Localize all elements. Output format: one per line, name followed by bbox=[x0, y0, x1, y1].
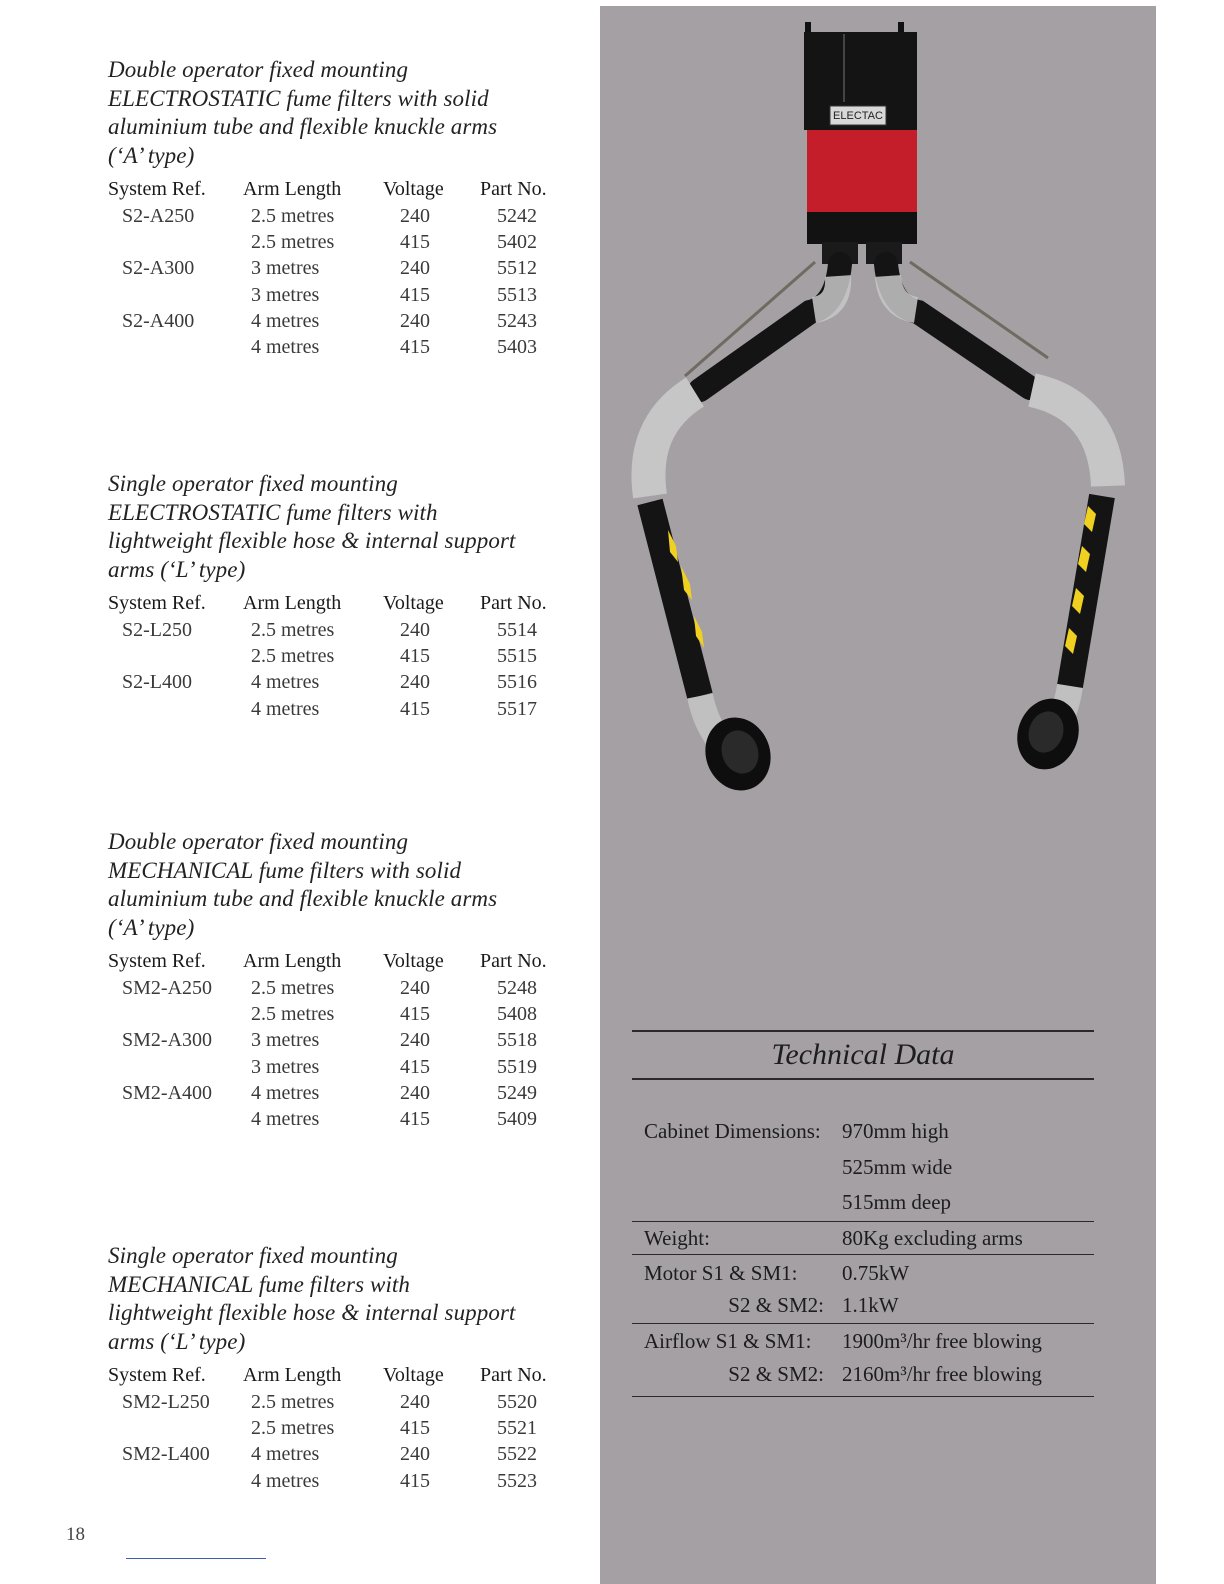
table-row bbox=[108, 619, 570, 645]
cell-length: 3 metres bbox=[251, 257, 320, 280]
heading-line: Double operator fixed mounting bbox=[108, 829, 409, 854]
cabinet-depth: 515mm deep bbox=[842, 1190, 952, 1214]
section-electrostatic-a-type bbox=[108, 56, 578, 362]
cell-voltage: 240 bbox=[400, 1443, 430, 1466]
table-row bbox=[108, 310, 570, 336]
cell-part: 5518 bbox=[497, 1029, 537, 1052]
cell-ref: SM2-L400 bbox=[122, 1443, 210, 1466]
cell-voltage: 415 bbox=[400, 1107, 430, 1130]
cell-length: 4 metres bbox=[251, 1081, 320, 1104]
cell-voltage: 415 bbox=[400, 283, 430, 306]
section-heading bbox=[108, 828, 578, 942]
parts-table bbox=[108, 950, 570, 1134]
cell-part: 5517 bbox=[497, 697, 537, 720]
column-header: Part No. bbox=[480, 592, 547, 614]
cell-voltage: 415 bbox=[400, 1469, 430, 1492]
left-arm-upper bbox=[700, 264, 840, 390]
heading-line: MECHANICAL fume filters with bbox=[108, 1271, 411, 1297]
cell-length: 4 metres bbox=[251, 309, 320, 332]
table-row bbox=[108, 1056, 570, 1082]
cell-length: 4 metres bbox=[251, 697, 320, 720]
heading-line: arms (‘L’ type) bbox=[108, 1328, 246, 1354]
column-header: Arm Length bbox=[243, 950, 342, 972]
cell-voltage: 240 bbox=[400, 257, 430, 280]
cell-ref: SM2-L250 bbox=[122, 1391, 210, 1413]
cell-ref: S2-L400 bbox=[122, 671, 192, 694]
column-header: Part No. bbox=[480, 950, 547, 972]
cell-ref bbox=[108, 1003, 243, 1029]
table-row bbox=[108, 1108, 570, 1134]
heading-line: Single operator fixed mounting bbox=[108, 1243, 398, 1268]
section-heading bbox=[108, 470, 578, 584]
cell-voltage: 415 bbox=[400, 231, 430, 254]
cell-part: 5409 bbox=[497, 1107, 537, 1130]
table-header-row bbox=[108, 178, 570, 205]
heading-line: lightweight flexible hose & internal support bbox=[108, 1300, 516, 1325]
weight-row bbox=[632, 1222, 1094, 1254]
cabinet-width: 525mm wide bbox=[842, 1154, 953, 1179]
cell-ref: S2-A400 bbox=[122, 309, 195, 332]
cell-voltage: 415 bbox=[400, 1055, 430, 1078]
cell-length: 3 metres bbox=[251, 1055, 320, 1078]
section-electrostatic-l-type bbox=[108, 470, 578, 724]
cell-voltage: 240 bbox=[400, 977, 430, 999]
section-heading bbox=[108, 56, 578, 170]
cabinet-dimensions-values bbox=[842, 1114, 1094, 1221]
cell-part: 5513 bbox=[497, 283, 537, 306]
table-row bbox=[108, 1391, 570, 1417]
cell-ref bbox=[108, 1417, 243, 1443]
parts-table bbox=[108, 178, 570, 362]
cell-ref bbox=[108, 231, 243, 257]
page-number: 18 bbox=[66, 1524, 85, 1545]
cell-part: 5520 bbox=[497, 1391, 537, 1413]
motor-row-s1 bbox=[632, 1255, 1094, 1289]
column-header: System Ref. bbox=[108, 1364, 206, 1386]
left-arm-lower bbox=[650, 502, 700, 696]
heading-line: Double operator fixed mounting bbox=[108, 57, 409, 82]
cell-part: 5514 bbox=[497, 619, 537, 641]
motor-row-s2 bbox=[632, 1289, 1094, 1323]
cell-part: 5515 bbox=[497, 645, 537, 668]
cell-ref: S2-A300 bbox=[122, 257, 195, 280]
cell-voltage: 415 bbox=[400, 335, 430, 358]
airflow-label-s1: Airflow S1 & SM1: bbox=[644, 1328, 812, 1353]
technical-data-box bbox=[632, 1030, 1094, 1397]
cell-part: 5249 bbox=[497, 1081, 537, 1104]
cabinet-height: 970mm high bbox=[842, 1119, 949, 1143]
divider bbox=[632, 1396, 1094, 1397]
table-row bbox=[108, 257, 570, 283]
column-header: Part No. bbox=[480, 1364, 547, 1386]
cell-voltage: 240 bbox=[400, 671, 430, 694]
cell-voltage: 240 bbox=[400, 309, 430, 332]
fume-extractor-photo bbox=[600, 6, 1156, 806]
heading-line: MECHANICAL fume filters with solid bbox=[108, 857, 462, 883]
cell-length: 4 metres bbox=[251, 1469, 320, 1492]
cell-part: 5523 bbox=[497, 1469, 537, 1492]
cell-voltage: 240 bbox=[400, 619, 430, 641]
cell-part: 5403 bbox=[497, 335, 537, 358]
weight-label: Weight: bbox=[644, 1225, 710, 1250]
table-row bbox=[108, 336, 570, 362]
table-row bbox=[108, 1443, 570, 1469]
cell-part: 5402 bbox=[497, 231, 537, 254]
cabinet-dimensions-label: Cabinet Dimensions: bbox=[644, 1119, 821, 1143]
table-row bbox=[108, 205, 570, 231]
table-row bbox=[108, 231, 570, 257]
cell-part: 5519 bbox=[497, 1055, 537, 1078]
cell-length: 2.5 metres bbox=[251, 205, 335, 227]
photo-panel bbox=[600, 6, 1156, 1584]
cell-length: 2.5 metres bbox=[251, 1003, 335, 1026]
cell-part: 5242 bbox=[497, 205, 537, 227]
cell-length: 2.5 metres bbox=[251, 645, 335, 668]
cabinet-base bbox=[807, 212, 917, 244]
brand-label: ELECTAC bbox=[833, 110, 883, 122]
column-header: Voltage bbox=[383, 592, 444, 614]
divider bbox=[632, 1078, 1094, 1080]
column-header: Arm Length bbox=[243, 178, 342, 200]
cabinet-dimensions-row bbox=[632, 1114, 1094, 1221]
table-header-row bbox=[108, 592, 570, 619]
motor-label-s2: S2 & SM2: bbox=[728, 1292, 824, 1317]
cell-voltage: 415 bbox=[400, 1417, 430, 1440]
cell-length: 4 metres bbox=[251, 1443, 320, 1466]
cabinet-red-panel bbox=[807, 130, 917, 212]
section-mechanical-a-type bbox=[108, 828, 578, 1134]
product-listing-column bbox=[0, 0, 600, 1584]
table-row bbox=[108, 1082, 570, 1108]
column-header: Voltage bbox=[383, 950, 444, 972]
cell-ref: SM2-A300 bbox=[122, 1029, 213, 1052]
cell-part: 5521 bbox=[497, 1417, 537, 1440]
column-header: Arm Length bbox=[243, 1364, 342, 1386]
cell-length: 3 metres bbox=[251, 1029, 320, 1052]
cell-voltage: 240 bbox=[400, 1081, 430, 1104]
cell-ref bbox=[108, 1108, 243, 1134]
table-header-row bbox=[108, 950, 570, 977]
cell-part: 5408 bbox=[497, 1003, 537, 1026]
cell-length: 2.5 metres bbox=[251, 977, 335, 999]
cell-length: 3 metres bbox=[251, 283, 320, 306]
cell-ref bbox=[108, 1470, 243, 1496]
airflow-row-s1 bbox=[632, 1324, 1094, 1358]
section-heading bbox=[108, 1242, 578, 1356]
column-header: Part No. bbox=[480, 178, 547, 200]
cell-part: 5522 bbox=[497, 1443, 537, 1466]
cell-part: 5512 bbox=[497, 257, 537, 280]
cell-ref bbox=[108, 336, 243, 362]
cell-ref: S2-L250 bbox=[122, 619, 192, 641]
cell-voltage: 415 bbox=[400, 697, 430, 720]
table-row bbox=[108, 698, 570, 724]
footer-rule bbox=[126, 1558, 266, 1559]
cell-length: 2.5 metres bbox=[251, 1417, 335, 1440]
cell-part: 5516 bbox=[497, 671, 537, 694]
cell-length: 2.5 metres bbox=[251, 1391, 335, 1413]
table-row bbox=[108, 284, 570, 310]
airflow-row-s2 bbox=[632, 1358, 1094, 1396]
heading-line: (‘A’ type) bbox=[108, 914, 195, 940]
table-row bbox=[108, 1417, 570, 1443]
column-header: Voltage bbox=[383, 178, 444, 200]
cell-length: 4 metres bbox=[251, 1107, 320, 1130]
table-row bbox=[108, 1470, 570, 1496]
cell-voltage: 240 bbox=[400, 1391, 430, 1413]
heading-line: aluminium tube and flexible knuckle arms bbox=[108, 886, 498, 911]
cell-length: 2.5 metres bbox=[251, 231, 335, 254]
heading-line: lightweight flexible hose & internal support bbox=[108, 528, 516, 553]
airflow-value-s1: 1900m³/hr free blowing bbox=[842, 1328, 1042, 1353]
table-row bbox=[108, 671, 570, 697]
heading-line: aluminium tube and flexible knuckle arms bbox=[108, 114, 498, 139]
cell-ref: SM2-A250 bbox=[122, 977, 213, 999]
airflow-label-s2: S2 & SM2: bbox=[728, 1361, 824, 1386]
cell-length: 4 metres bbox=[251, 335, 320, 358]
cell-ref bbox=[108, 284, 243, 310]
motor-value-s1: 0.75kW bbox=[842, 1260, 910, 1285]
column-header: System Ref. bbox=[108, 178, 206, 200]
right-knuckle-hose bbox=[1032, 390, 1108, 486]
parts-table bbox=[108, 1364, 570, 1496]
cell-length: 4 metres bbox=[251, 671, 320, 694]
column-header: System Ref. bbox=[108, 950, 206, 972]
column-header: Voltage bbox=[383, 1364, 444, 1386]
table-header-row bbox=[108, 1364, 570, 1391]
heading-line: Single operator fixed mounting bbox=[108, 471, 398, 496]
right-arm-upper bbox=[886, 264, 1030, 388]
cell-ref bbox=[108, 698, 243, 724]
motor-label-s1: Motor S1 & SM1: bbox=[644, 1260, 798, 1285]
left-knuckle-hose bbox=[648, 392, 695, 496]
table-row bbox=[108, 977, 570, 1003]
cell-ref bbox=[108, 645, 243, 671]
motor-value-s2: 1.1kW bbox=[842, 1292, 899, 1317]
cell-length: 2.5 metres bbox=[251, 619, 335, 641]
table-row bbox=[108, 1029, 570, 1055]
heading-line: ELECTROSTATIC fume filters with bbox=[108, 499, 438, 525]
cell-ref bbox=[108, 1056, 243, 1082]
cell-part: 5248 bbox=[497, 977, 537, 999]
cell-voltage: 240 bbox=[400, 205, 430, 227]
parts-table bbox=[108, 592, 570, 724]
table-row bbox=[108, 645, 570, 671]
column-header: Arm Length bbox=[243, 592, 342, 614]
weight-value: 80Kg excluding arms bbox=[842, 1225, 1023, 1250]
technical-data-title: Technical Data bbox=[771, 1038, 955, 1071]
table-row bbox=[108, 1003, 570, 1029]
heading-line: ELECTROSTATIC fume filters with solid bbox=[108, 85, 489, 111]
heading-line: (‘A’ type) bbox=[108, 142, 195, 168]
cell-ref: S2-A250 bbox=[122, 205, 195, 227]
airflow-value-s2: 2160m³/hr free blowing bbox=[842, 1361, 1042, 1386]
heading-line: arms (‘L’ type) bbox=[108, 556, 246, 582]
column-header: System Ref. bbox=[108, 592, 206, 614]
cell-part: 5243 bbox=[497, 309, 537, 332]
cell-voltage: 415 bbox=[400, 645, 430, 668]
cell-ref: SM2-A400 bbox=[122, 1081, 213, 1104]
cell-voltage: 240 bbox=[400, 1029, 430, 1052]
section-mechanical-l-type bbox=[108, 1242, 578, 1496]
cell-voltage: 415 bbox=[400, 1003, 430, 1026]
